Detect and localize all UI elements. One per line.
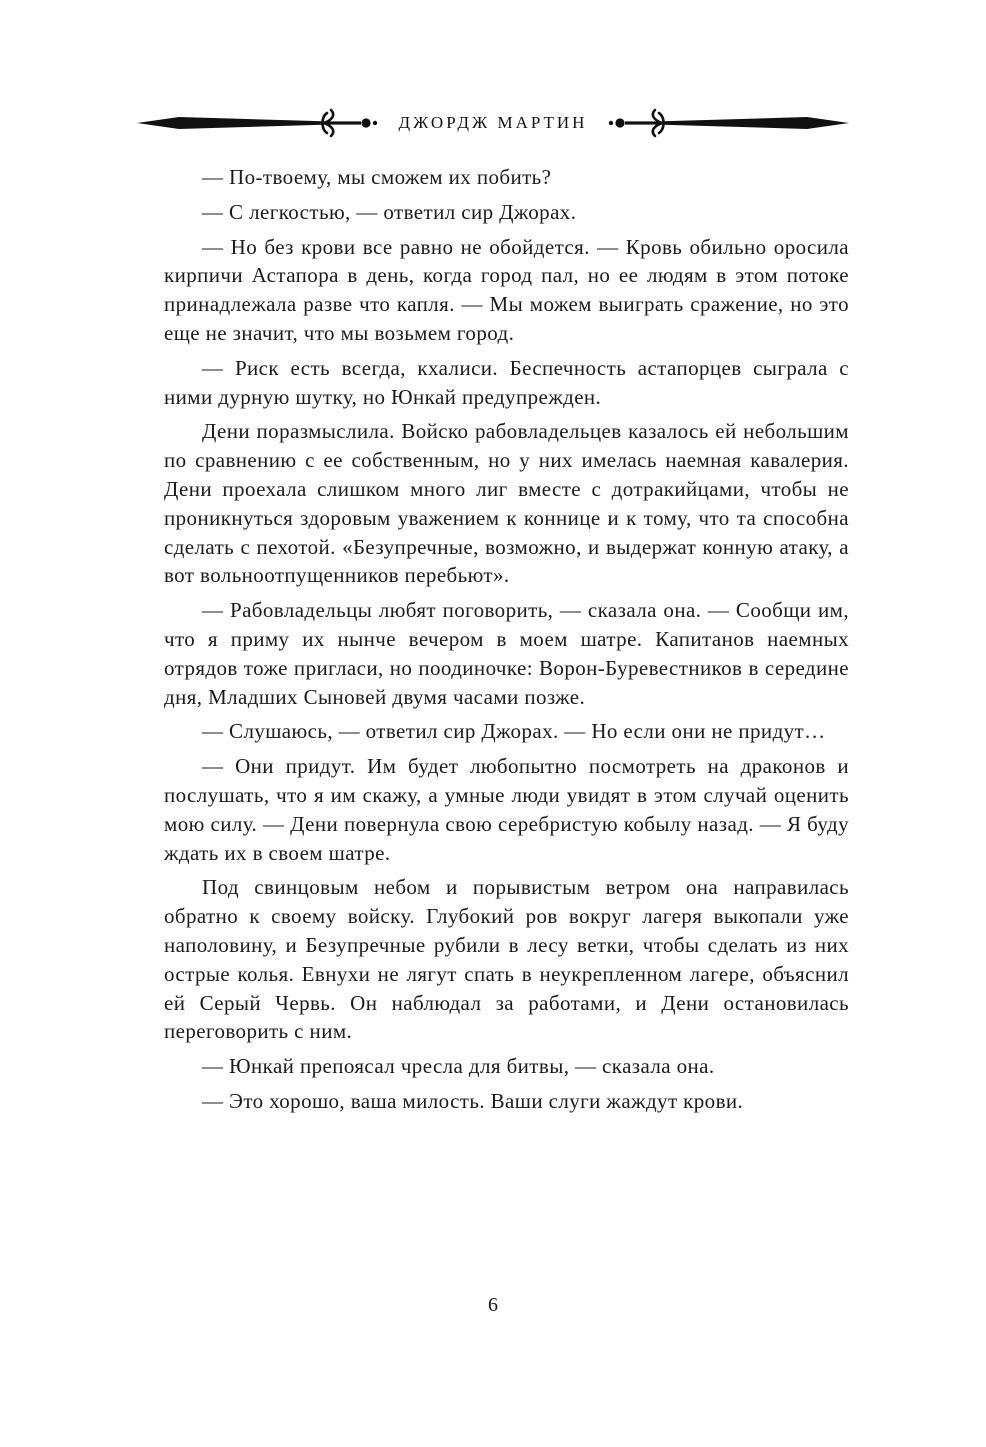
paragraph: — Риск есть всегда, кхалиси. Беспечность астапорцев сыграла с ними дурную шутку, но Юнкай предупрежден. [164,355,849,409]
page-header [0,108,986,138]
paragraph: — Юнкай препоясал чресла для битвы, — сказала она. [202,1054,715,1079]
paragraph: Под свинцовым небом и порывистым ветром она направилась обратно к своему войску. Глубокий ров вокруг лагеря выкопали уже наполовину, и Безупречные рубили в лесу ветки, чтобы сделать из них острые колья. Евнухи не лягут спать в неукрепленном лагере, объяснил ей Серый Червь. Он наблюдал за работами, и Дени остановилась переговорить с ним. [164,875,849,1044]
paragraph: — С легкостью, — ответил сир Джорах. [202,199,577,224]
paragraph: Дени поразмыслила. Войско рабовладельцев казалось ей небольшим по сравнению с ее собственным, но у них имелась наемная кавалерия. Дени проехала слишком много лиг вместе с дотракийцами, чтобы не проникнуться здоровым уважением к коннице и к тому, что та способна сделать с пехотой. «Безупречные, возможно, и выдержат конную атаку, а вот вольноотпущенников перебьют». [164,419,849,588]
running-head-author: ДЖОРДЖ МАРТИН [398,113,588,132]
paragraph: — Рабовладельцы любят поговорить, — сказала она. — Сообщи им, что я приму их нынче вечером в моем шатре. Капитанов наемных отрядов тоже пригласи, но поодиночке: Ворон-Буревестников в середине дня, Младших Сыновей двумя часами позже. [164,598,849,709]
paragraph: — По-твоему, мы сможем их побить? [202,165,552,189]
paragraph: — Они придут. Им будет любопытно посмотреть на драконов и послушать, что я им скажу, а умные люди увидят в этом случай оценить мою силу. — Дени повернула свою серебристую кобылу назад. — Я буду ждать их в своем шатре. [164,754,849,865]
body-text [164,163,849,1122]
paragraph: — Слушаюсь, — ответил сир Джорах. — Но если они не придут… [202,719,826,744]
sword-ornament-left-icon [137,108,385,138]
page-number: 6 [488,1294,498,1316]
paragraph: — Это хорошо, ваша милость. Ваши слуги жаждут крови. [202,1088,744,1113]
sword-ornament-right-icon [601,108,849,138]
paragraph: — Но без крови все равно не обойдется. — Кровь обильно оросила кирпичи Астапора в день, когда город пал, но ее людям в этом потоке принадлежала разве что капля. — Мы можем выиграть сражение, но это еще не значит, что мы возьмем город. [164,234,849,345]
